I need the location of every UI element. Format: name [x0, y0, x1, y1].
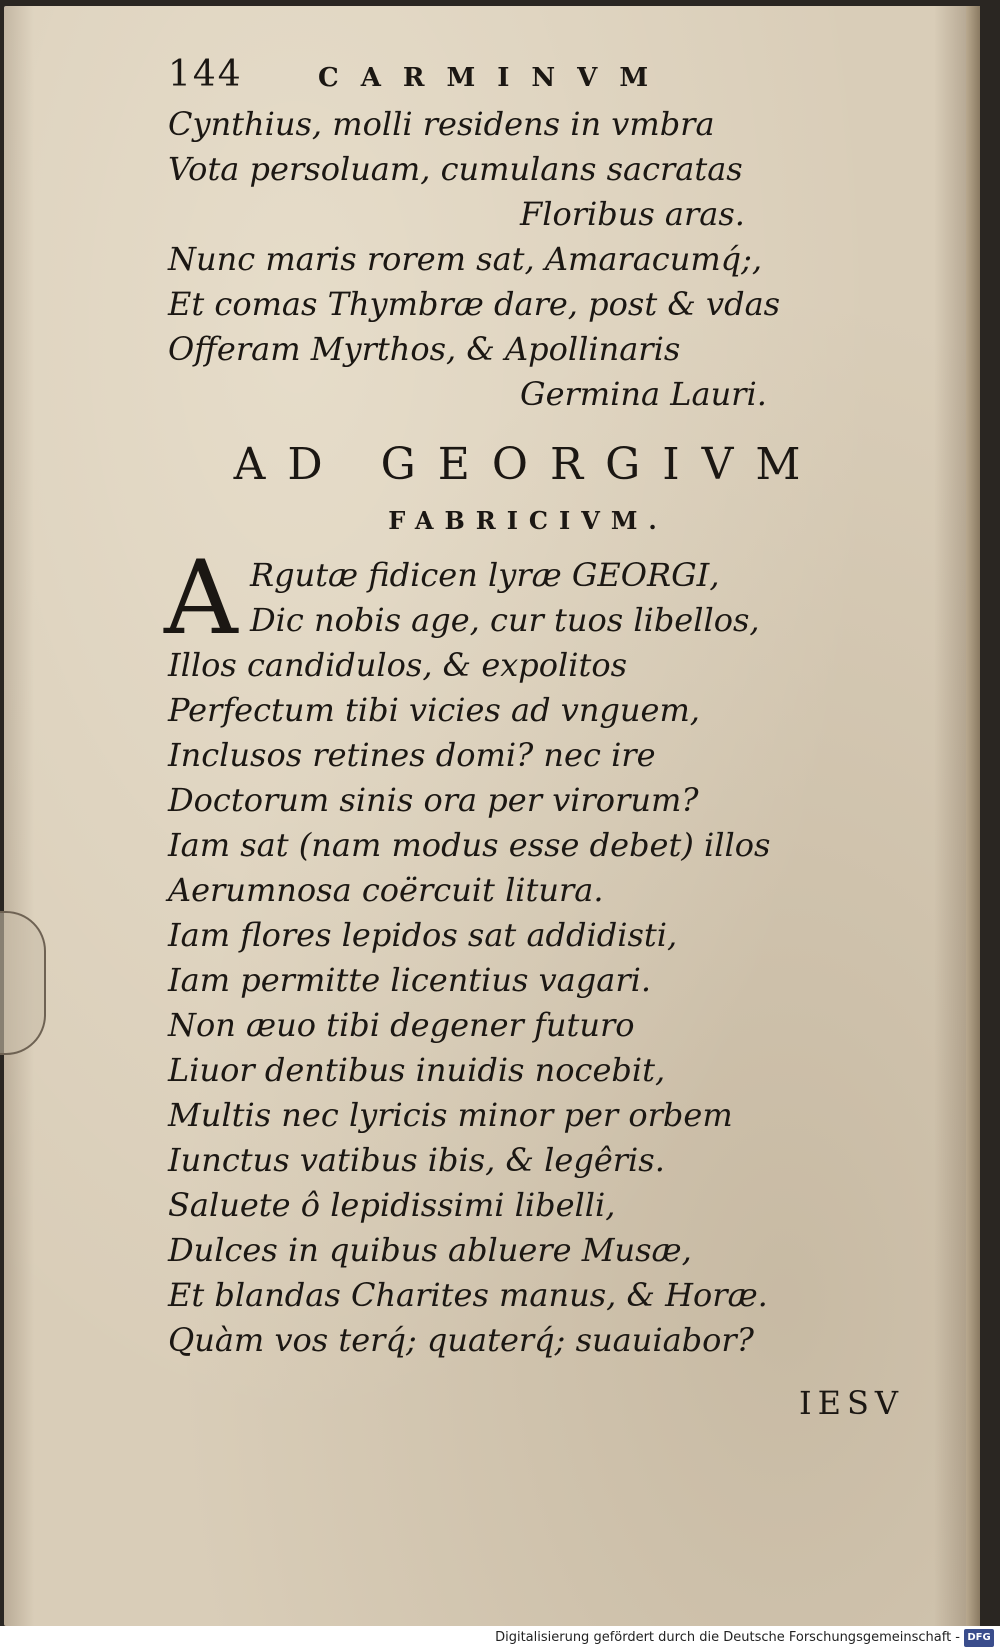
catchword: IESV	[799, 1384, 905, 1422]
verse-line: Cynthius, molli residens in vmbra	[168, 105, 715, 143]
verse-line: Iam permitte licentius vagari.	[168, 961, 652, 999]
book-page	[4, 6, 980, 1626]
verse-line: Floribus aras.	[520, 195, 745, 233]
digitization-footer	[0, 1626, 1000, 1652]
verse-line: Vota persoluam, cumulans sacratas	[168, 150, 743, 188]
verse-line: Rgutæ fidicen lyræ GEORGI,	[250, 556, 720, 594]
verse-line: Non æuo tibi degener futuro	[168, 1006, 635, 1044]
poem-subtitle: FABRICIVM.	[388, 506, 668, 535]
dfg-logo: DFG	[964, 1629, 994, 1647]
verse-line: Liuor dentibus inuidis nocebit,	[168, 1051, 666, 1089]
verse-line: Illos candidulos, & expolitos	[168, 646, 628, 684]
footer-credit: Digitalisierung gefördert durch die Deutsche Forschungsgemeinschaft -	[495, 1630, 960, 1645]
page-header	[168, 54, 928, 102]
verse-line: Inclusos retines domi? nec ire	[168, 736, 656, 774]
verse-line: Nunc maris rorem sat, Amaracumq́;,	[168, 240, 763, 278]
verse-line: Iunctus vatibus ibis, & legêris.	[168, 1141, 665, 1179]
poem-opening	[164, 539, 928, 658]
page-tab	[0, 911, 46, 1055]
verse-line: Iam sat (nam modus esse debet) illos	[168, 826, 771, 864]
verse-line: Quàm vos terq́; quaterq́; suauiabor?	[168, 1321, 754, 1359]
verse-line: Aerumnosa coërcuit litura.	[168, 871, 604, 909]
running-head: CARMINVM	[318, 63, 671, 93]
verse-line: Et blandas Charites manus, & Horæ.	[168, 1276, 768, 1314]
verse-line: Iam flores lepidos sat addidisti,	[168, 916, 678, 954]
drop-cap: A	[164, 539, 238, 658]
verse-line: Multis nec lyricis minor per orbem	[168, 1096, 733, 1134]
page-text	[164, 54, 928, 1363]
verse-line: Germina Lauri.	[520, 375, 767, 413]
page-number: 144	[168, 54, 243, 95]
page-edge	[966, 6, 980, 1626]
verse-line: Doctorum sinis ora per virorum?	[168, 781, 699, 819]
poem-1	[168, 102, 928, 417]
verse-line: Offeram Myrthos, & Apollinaris	[168, 330, 681, 368]
verse-line: Et comas Thymbræ dare, post & vdas	[168, 285, 781, 323]
verse-line: Dulces in quibus abluere Musæ,	[168, 1231, 692, 1269]
verse-line: Perfectum tibi vicies ad vnguem,	[168, 691, 700, 729]
poem-2	[168, 643, 928, 1363]
verse-line: Saluete ô lepidissimi libelli,	[168, 1186, 616, 1224]
poem-title: AD GEORGIVM	[233, 439, 823, 490]
verse-line: Dic nobis age, cur tuos libellos,	[250, 601, 760, 639]
